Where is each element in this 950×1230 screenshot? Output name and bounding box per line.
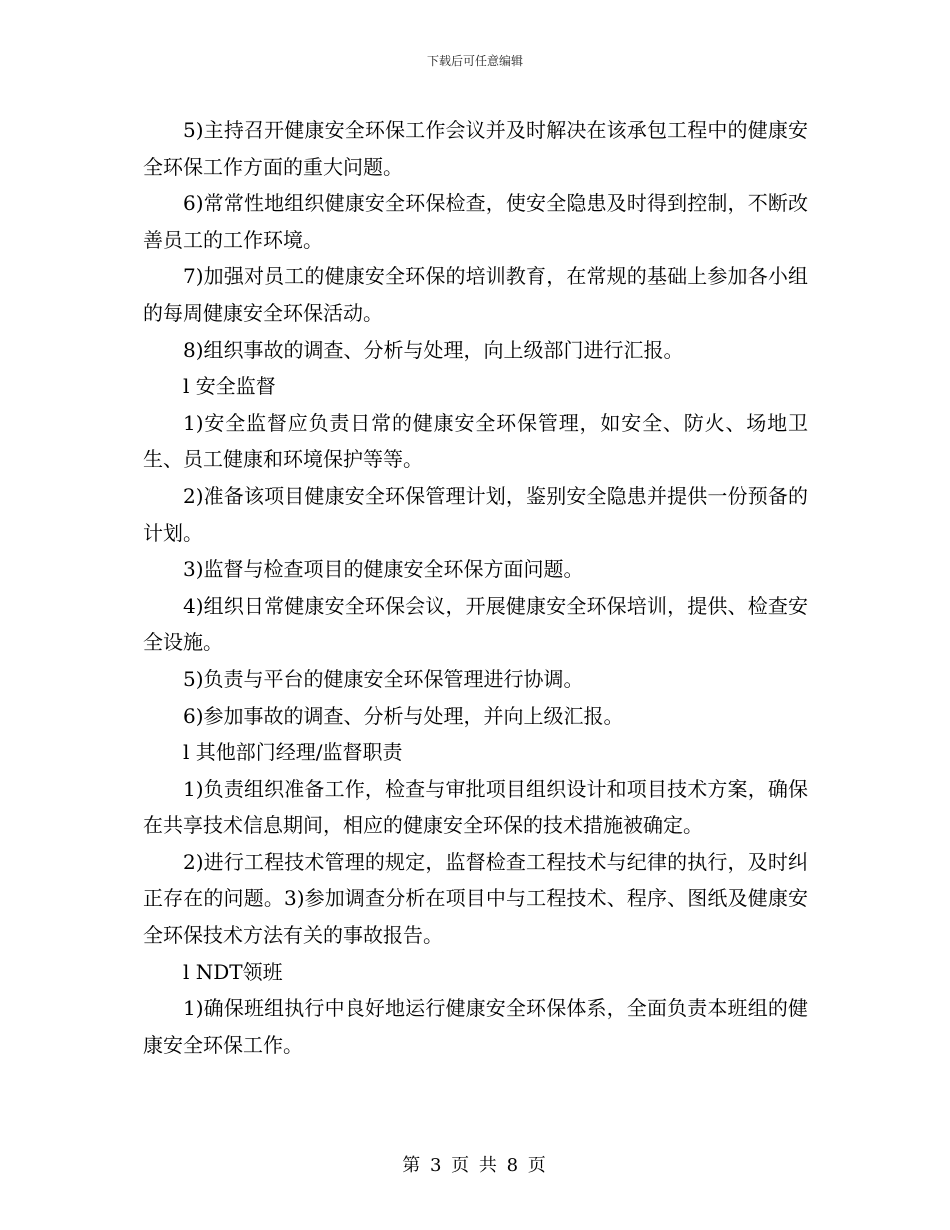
paragraph-item: 1)安全监督应负责日常的健康安全环保管理，如安全、防火、场地卫生、员工健康和环境保护等等。 (143, 410, 808, 472)
page-header: 下载后可任意编辑 (426, 54, 523, 68)
section-heading: l NDT领班 (183, 959, 283, 984)
paragraph-item: 5)负责与平台的健康安全环保管理进行协调。 (183, 666, 584, 691)
document-body (143, 112, 808, 1063)
paragraph-item: 2)准备该项目健康安全环保管理计划，鉴别安全隐患并提供一份预备的计划。 (143, 483, 808, 545)
paragraph-item: 3)监督与检查项目的健康安全环保方面问题。 (183, 557, 584, 582)
section-heading: l 安全监督 (183, 374, 276, 399)
paragraph-item: 6)参加事故的调查、分析与处理，并向上级汇报。 (183, 703, 624, 728)
paragraph-item: 8)组织事故的调查、分析与处理，向上级部门进行汇报。 (183, 337, 684, 362)
paragraph-item: 5)主持召开健康安全环保工作会议并及时解决在该承包工程中的健康安全环保工作方面的重大问题。 (143, 118, 808, 179)
paragraph-item: 1)确保班组执行中良好地运行健康安全环保体系，全面负责本班组的健康安全环保工作。 (143, 996, 808, 1057)
paragraph-item: 7)加强对员工的健康安全环保的培训教育，在常规的基础上参加各小组的每周健康安全环保活动。 (143, 264, 808, 325)
paragraph-item: 1)负责组织准备工作，检查与审批项目组织设计和项目技术方案，确保在共享技术信息期间，相应的健康安全环保的技术措施被确定。 (143, 776, 808, 838)
page-number: 第 3 页 共 8 页 (402, 1155, 548, 1176)
paragraph-item: 4)组织日常健康安全环保会议，开展健康安全环保培训，提供、检查安全设施。 (143, 593, 808, 655)
paragraph-item: 2)进行工程技术管理的规定，监督检查工程技术与纪律的执行，及时纠正存在的问题。3)参加调查分析在项目中与工程技术、程序、图纸及健康安全环保技术方法有关的事故报告。 (143, 849, 808, 948)
section-heading: l 其他部门经理/监督职责 (183, 740, 403, 765)
paragraph-item: 6)常常性地组织健康安全环保检查，使安全隐患及时得到控制，不断改善员工的工作环境。 (143, 191, 808, 252)
